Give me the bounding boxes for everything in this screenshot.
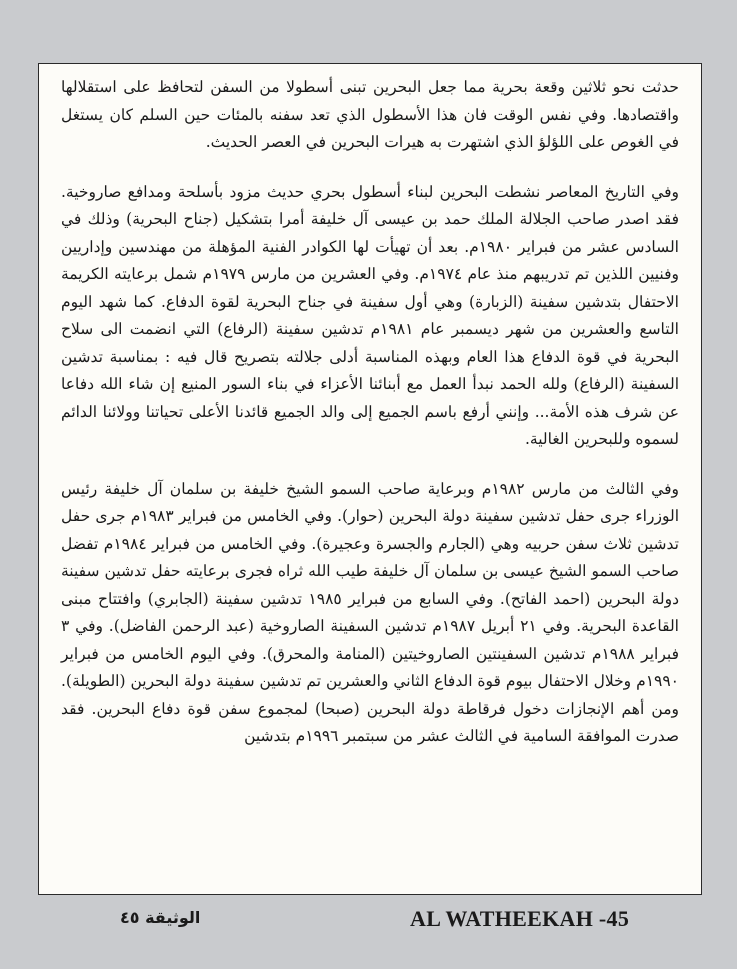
english-page-number: AL WATHEEKAH -45 (410, 906, 630, 931)
page-footer (0, 904, 737, 934)
document-text-frame (38, 63, 702, 895)
paragraph-ship-commissioning: وفي الثالث من مارس ١٩٨٢م وبرعاية صاحب السمو الشيخ خليفة بن سلمان آل خليفة رئيس الوزراء جرى حفل تدشين سفينة دولة البحرين (حوار). وفي الخامس من فبراير ١٩٨٣م جرى حفل تدشين ثلاث سفن حربيه وهي (الجارم والجسرة وعجيرة). وفي الخامس من فبراير ١٩٨٤م تفضل صاحب السمو الشيخ عيسى بن سلمان آل خليفة طيب الله ثراه فجرى برعايته حفل تدشين سفينة دولة البحرين (احمد الفاتح). وفي السابع من فبراير ١٩٨٥ تدشين سفينة (الجابري) وافتتاح مبنى القاعدة البحرية. وفي ٢١ أبريل ١٩٨٧م تدشين السفينة الصاروخية (عبد الرحمن الفاضل). وفي ٣ فبراير ١٩٨٨م تدشين السفينتين الصاروخيتين (المنامة والمحرق). وفي اليوم الخامس من فبراير ١٩٩٠م وخلال الاحتفال بيوم قوة الدفاع الثاني والعشرين تم تدشين سفينة دولة البحرين (الطويلة). ومن أهم الإنجازات دخول فرقاطة دولة البحرين (صبحا) لمجموع سفن قوة دفاع البحرين. فقد صدرت الموافقة السامية في الثالث عشر من سبتمبر ١٩٩٦م بتدشين (61, 479, 680, 745)
arabic-page-number: الوثيقة ٤٥ (120, 908, 201, 927)
paragraph-modern-fleet: وفي التاريخ المعاصر نشطت البحرين لبناء أسطول بحري حديث مزود بأسلحة ومدافع صاروخية. فقد اصدر صاحب الجلالة الملك حمد بن عيسى آل خليفة أمرا بتشكيل (جناح البحرية) وذلك في السادس عشر من فبراير ١٩٨٠م. بعد أن تهيأت لها الكوادر الفنية المؤهلة من مهندسين وإداريين وفنيين اللذين تم تدريبهم منذ عام ١٩٧٤م. وفي العشرين من مارس ١٩٧٩م شمل برعايته الكريمة الاحتفال بتدشين سفينة (الزبارة) وهي أول سفينة في جناح البحرية لقوة الدفاع. كما شهد اليوم التاسع والعشرين من شهر ديسمبر عام ١٩٨١م تدشين سفينة (الرفاع) التي انضمت الى سلاح البحرية في قوة الدفاع هذا العام وبهذه المناسبة أدلى جلالته بتصريح قال فيه : بمناسبة تدشين السفينة (الرفاع) ولله الحمد نبدأ العمل مع أبنائنا الأعزاء في بناء السور المنيع إن شاء الله دفاعا عن شرف هذه الأمة... وإنني أرفع باسم الجميع إلى والد الجميع قائدنا الأعلى تحياتنا وولائنا الدائم لسموه وللبحرين الغالية. (61, 182, 679, 448)
paragraph-naval-history: حدثت نحو ثلاثين وقعة بحرية مما جعل البحرين تبنى أسطولا من السفن لتحافظ على استقلالها واقتصادها. وفي نفس الوقت فان هذا الأسطول الذي تعد سفنه بالمئات حين السلم كان يستغل في الغوص على اللؤلؤ الذي اشتهرت به هيرات البحرين في العصر الحديث. (61, 78, 679, 151)
